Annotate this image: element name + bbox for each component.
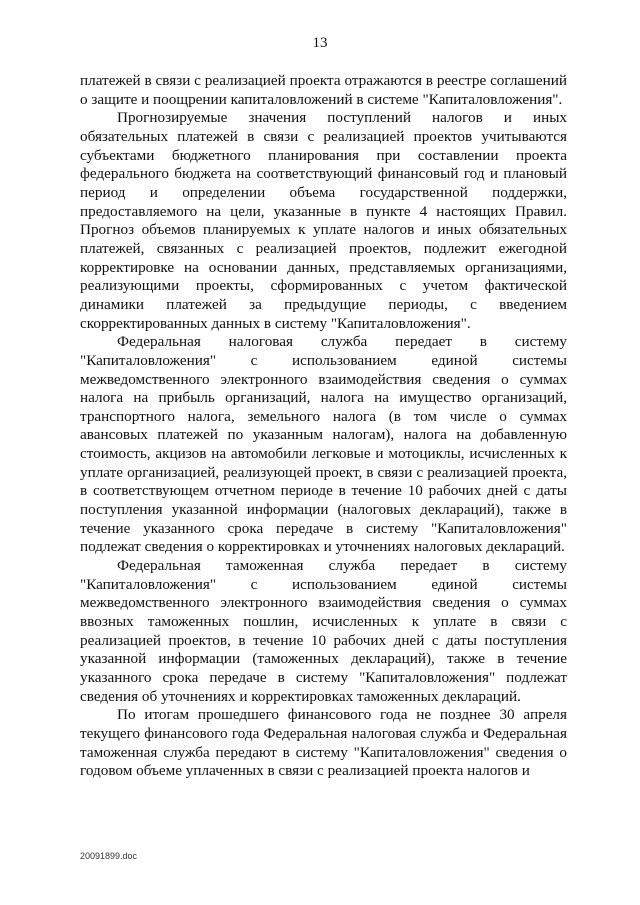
footer-filename: 20091899.doc bbox=[80, 851, 138, 861]
paragraph-annual-results: По итогам прошедшего финансового года не позднее 30 апреля текущего финансового года Федеральная налоговая служба и Федеральная таможенная служба передают в систему "Капиталовложения" сведения о годовом объеме уплаченных в связи с реализацией проекта налогов и bbox=[80, 706, 567, 780]
paragraph-customs-service: Федеральная таможенная служба передает в систему "Капиталовложения" с использованием единой системы межведомственного электронного взаимодействия сведения о суммах ввозных таможенных пошлин, исчисленных к уплате в связи с реализацией проектов, в течение 10 рабочих дней с даты поступления указанной информации (таможенных деклараций), также в течение указанного срока передаче в систему "Капиталовложения" подлежат сведения об уточнениях и корректировках таможенных деклараций. bbox=[80, 557, 567, 705]
document-body bbox=[80, 72, 567, 781]
page-number: 13 bbox=[312, 35, 328, 51]
paragraph-continuation: платежей в связи с реализацией проекта отражаются в реестре соглашений о защите и поощрении капиталовложений в системе "Капиталовложения". bbox=[80, 72, 567, 108]
paragraph-forecast-payments: Прогнозируемые значения поступлений налогов и иных обязательных платежей в связи с реализацией проектов учитываются субъектами бюджетного планирования при составлении проекта федерального бюджета на соответствующий финансовый год и плановый период и определении объема государственной поддержки, предоставляемого на цели, указанные в пункте 4 настоящих Правил. Прогноз объемов планируемых к уплате налогов и иных обязательных платежей, связанных с реализацией проектов, подлежит ежегодной корректировке на основании данных, представляемых организациями, реализующими проекты, сформированных с учетом фактической динамики платежей за предыдущие периоды, с введением скорректированных данных в систему "Капиталовложения". bbox=[80, 109, 567, 332]
paragraph-tax-service: Федеральная налоговая служба передает в систему "Капиталовложения" с использованием единой системы межведомственного электронного взаимодействия сведения о суммах налога на прибыль организаций, налога на имущество организаций, транспортного налога, земельного налога (в том числе о суммах авансовых платежей по указанным налогам), налога на добавленную стоимость, акцизов на автомобили легковые и мотоциклы, исчисленных к уплате организацией, реализующей проект, в связи с реализацией проекта, в соответствующем отчетном периоде в течение 10 рабочих дней с даты поступления указанной информации (налоговых деклараций), также в течение указанного срока передаче в систему "Капиталовложения" подлежат сведения о корректировках и уточнениях налоговых деклараций. bbox=[80, 333, 567, 556]
